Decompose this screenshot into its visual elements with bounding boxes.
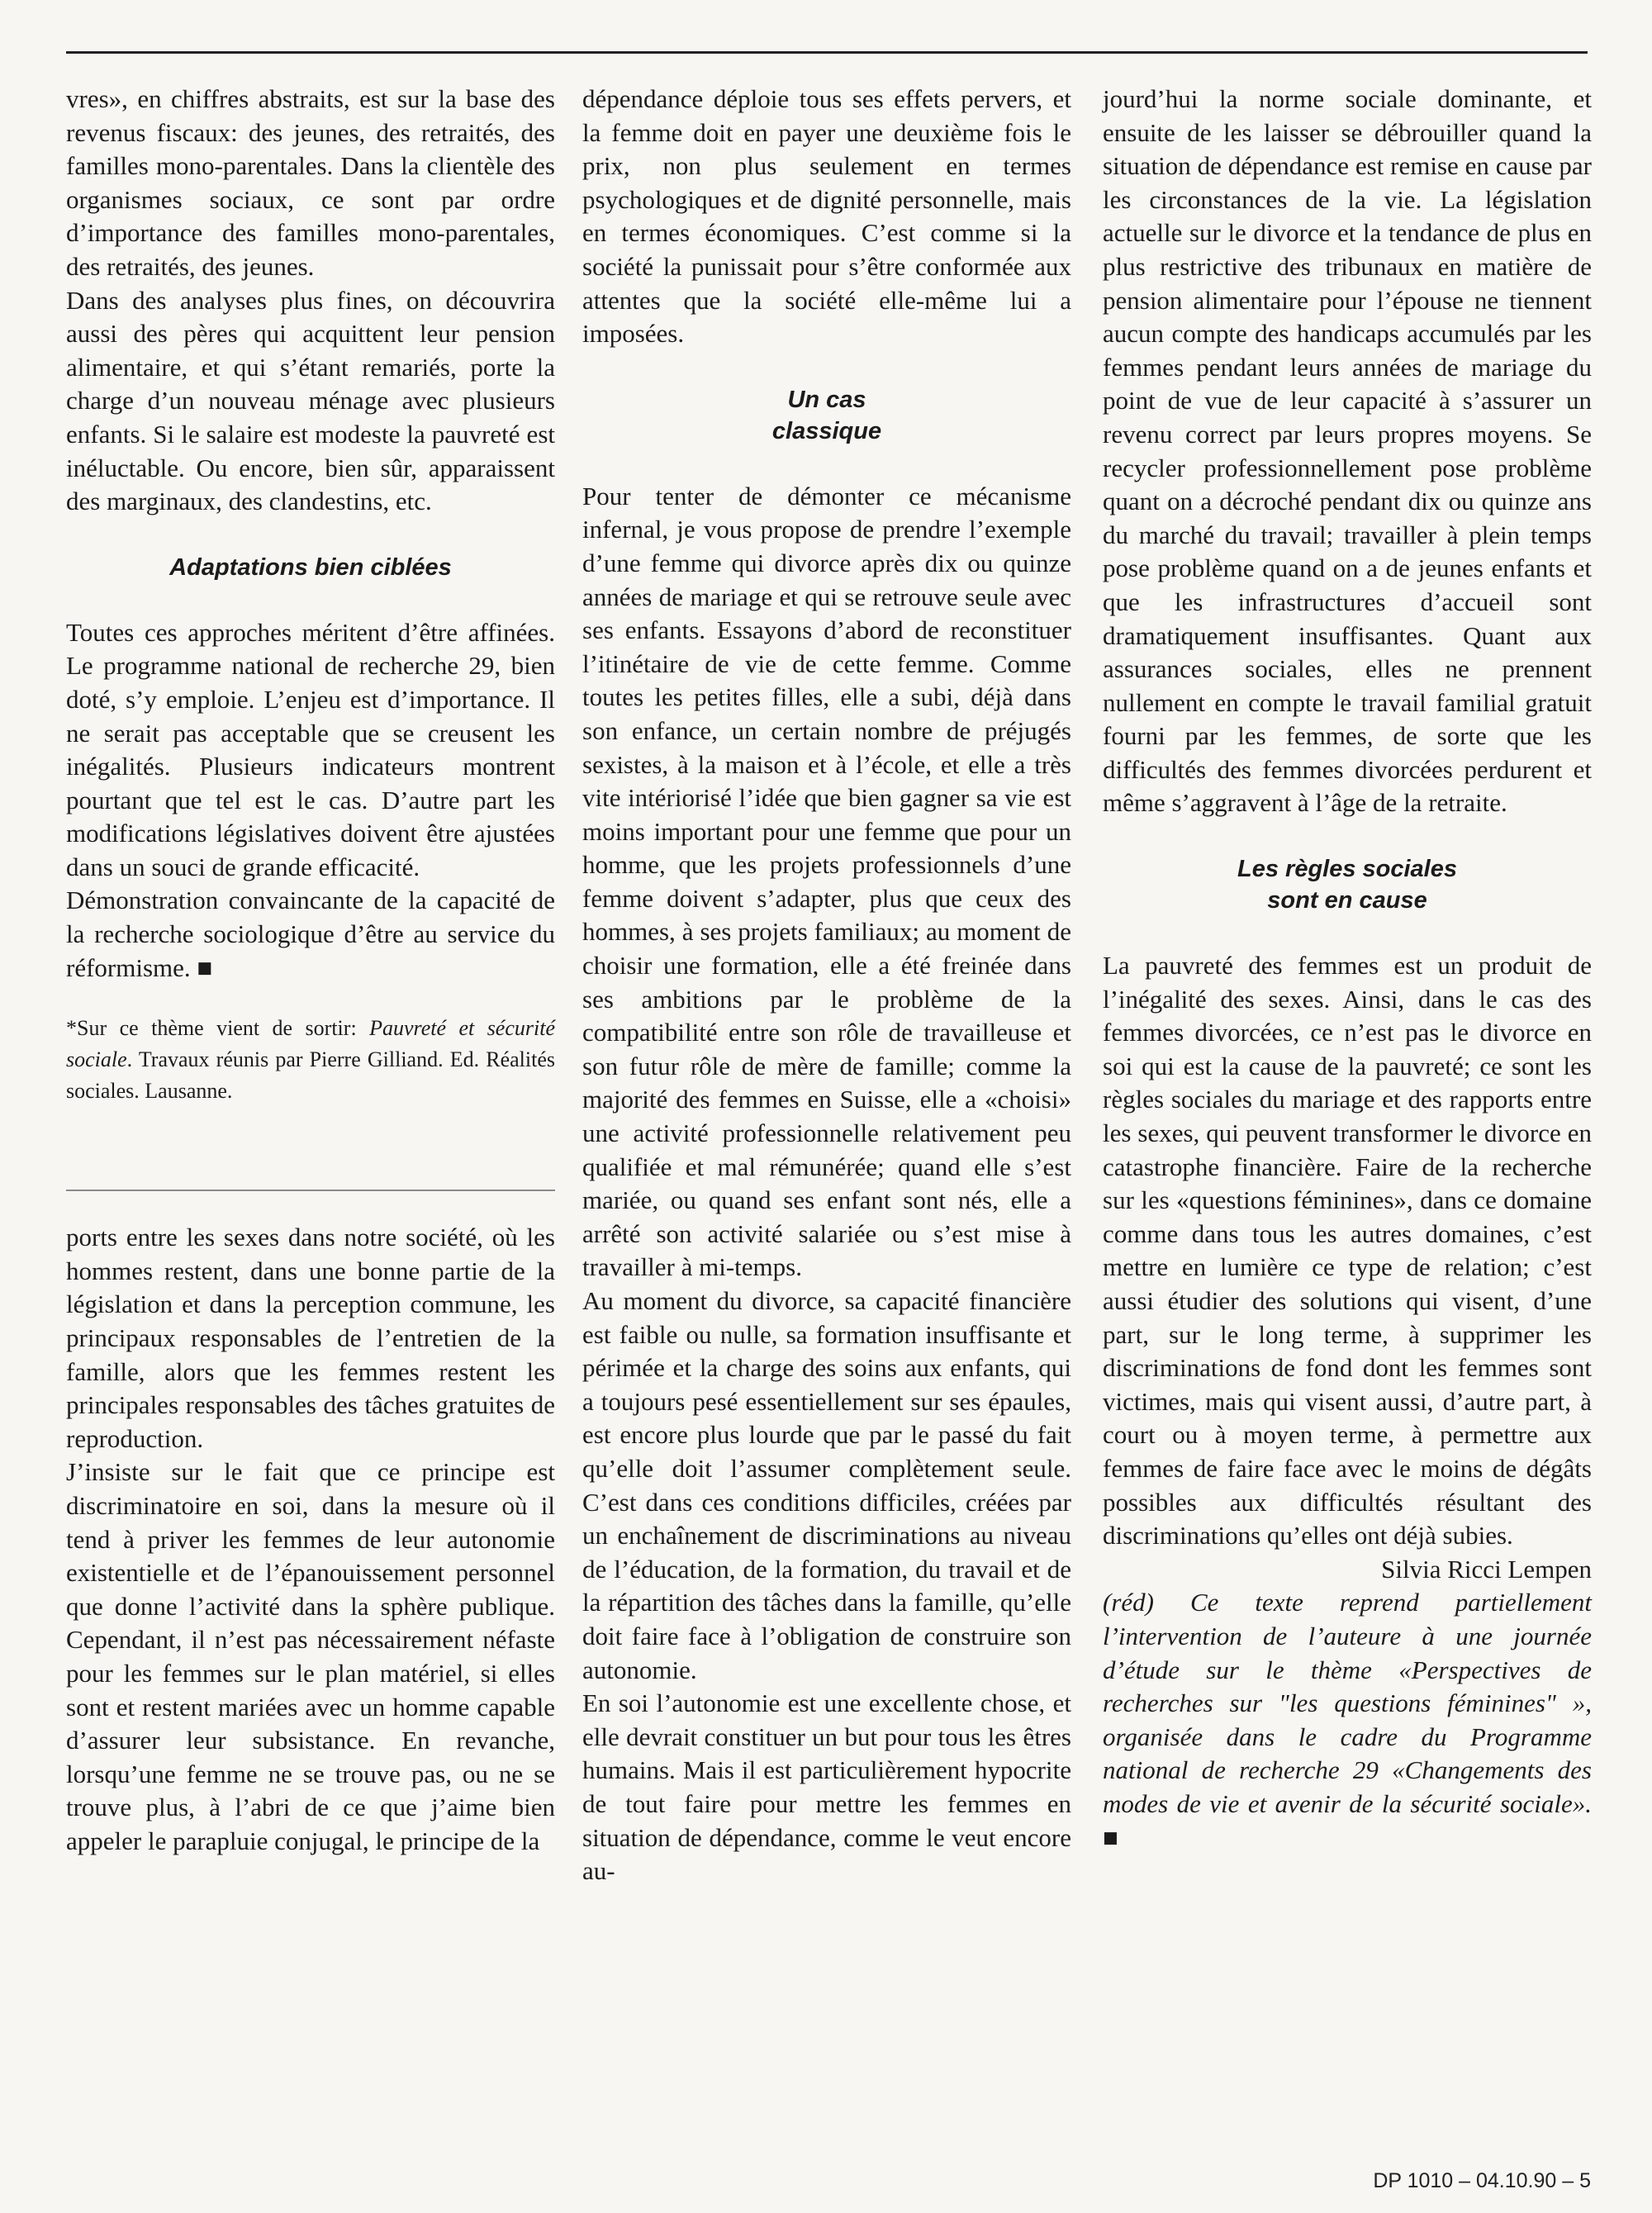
end-mark: ■ (1103, 1822, 1118, 1852)
col1-paragraph-2: Dans des analyses plus fines, on découvrira aussi des pères qui acquittent leur pension alimentaire, et qui s’étant remariés, porte la charge d’un nouveau ménage avec plusieurs enfants. Si le salaire est modeste la pauvreté est inéluctable. Ou encore, bien sûr, apparaissent des marginaux, des clandestins, etc. (66, 285, 555, 516)
col2-paragraph-2: Pour tenter de démonter ce mécanisme infernal, je vous propose de prendre l’exemple d’une femme qui divorce après dix ou quinze années de mariage et qui se retrouve seule avec ses enfants. Essayons d’abord de reconstituer l’itinétaire de vie de cette femme. Comme toutes les petites filles, elle a subi, déjà dans son enfance, un certain nombre de préjugés sexistes, à la maison et à l’école, et elle a très vite intériorisé l’idée que bien gagner sa vie est moins important pour une femme que pour un homme, que les projets professionnels d’une femme doivent s’adapter, plus que ceux des hommes, à ses projets familiaux; au moment de choisir une formation, elle a été freinée dans ses ambitions par le problème de la compatibilité entre son rôle de travailleuse et son futur rôle de mère de famille; comme la majorité des femmes en Suisse, elle a «choisi» une activité professionnelle relativement peu qualifiée et mal rémunérée; quand elle s’est mariée, ou quand ses enfant sont nés, elle a arrêté son activité salariée ou s’est mise à travailler à mi-temps. (582, 481, 1071, 1282)
heading-line-2: classique (771, 417, 882, 444)
editor-note (1103, 1586, 1592, 1854)
footnote-prefix: *Sur ce thème vient de sortir: (66, 1016, 370, 1041)
author-signature: Silvia Ricci Lempen (1381, 1554, 1592, 1584)
top-rule (66, 51, 1588, 54)
page-footer: DP 1010 – 04.10.90 – 5 (1373, 2169, 1591, 2192)
column-3 (1103, 83, 1592, 2114)
heading-adaptations: Adaptations bien ciblées (169, 553, 452, 581)
footnote-title: Pauvreté et sécurité sociale (66, 1016, 555, 1072)
column-1 (66, 83, 555, 2114)
col2-paragraph-3: Au moment du divorce, sa capacité financière est faible ou nulle, sa formation insuffisante et périmée et la charge des soins aux enfants, qui a toujours pesé essentiellement sur ses épaules, est encore plus lourde que par le passé du fait qu’elle doit l’assumer complètement seule. C’est dans ces conditions difficiles, créées par un enchaînement de discriminations au niveau de l’éducation, de la formation, du travail et de la répartition des tâches dans la famille, qu’elle doit faire face à l’obligation de construire son autonomie. (582, 1286, 1071, 1684)
col1-paragraph-4 (66, 884, 555, 985)
col1-paragraph-5: ports entre les sexes dans notre société, où les hommes restent, dans une bonne partie de la législation et dans la perception commune, les principaux responsables de l’entretien de la famille, alors que les femmes restent les principales responsables des tâches gratuites de reproduction. (66, 1223, 555, 1453)
footnote-suffix: . Travaux réunis par Pierre Gilliand. Ed. Réalités sociales. Lausanne. (66, 1047, 555, 1104)
footnote (66, 1013, 555, 1107)
col1-paragraph-6: J’insiste sur le fait que ce principe est discriminatoire en soi, dans la mesure où il tend à priver les femmes de leur autonomie existentielle et de l’épanouissement personnel que donne l’activité dans la sphère publique. Cependant, il n’est pas nécessairement néfaste pour les femmes sur le plan matériel, si elles sont et restent mariées avec un homme capable d’assurer leur subsistance. En revanche, lorsqu’une femme ne se trouve pas, ou ne se trouve plus, à l’abri de ce que j’aime bien appeler le parapluie conjugal, le principe de la (66, 1457, 555, 1855)
col1-paragraph-3: Toutes ces approches méritent d’être affinées. Le programme national de recherche 29, bien doté, s’y emploie. L’enjeu est d’importance. Il ne serait pas acceptable que se creusent les inégalités. Plusieurs indicateurs montrent pourtant que tel est le cas. D’autre part les modifications législatives doivent être ajustées dans un souci de grande efficacité. (66, 617, 555, 881)
end-mark: ■ (190, 952, 213, 982)
heading-un-cas-classique (582, 384, 1071, 447)
heading-regles-sociales (1103, 853, 1592, 916)
heading-line-1: Un cas (787, 386, 866, 413)
col3-paragraph-2: La pauvreté des femmes est un produit de l’inégalité des sexes. Ainsi, dans le cas des femmes divorcées, ce n’est pas le divorce en soi qui est la cause de la pauvreté; ce sont les règles sociales du mariage et des rapports entre les sexes, qui peuvent transformer le divorce en catastrophe financière. Faire de la recherche sur les «questions féminines», dans ce domaine comme dans tous les autres domaines, c’est mettre en lumière ce type de relation; c’est aussi étudier des solutions qui visent, d’une part, sur le long terme, à supprimer les discriminations de fond dont les femmes sont victimes, mais qui visent aussi, d’autre part, à court ou à moyen terme, à permettre aux femmes de faire face avec le moins de dégâts possibles aux difficultés résultant des discriminations qu’elles ont déjà subies. (1103, 951, 1592, 1551)
editor-note-text: (réd) Ce texte reprend partiellement l’intervention de l’auteure à une journée d’étude sur le thème «Perspectives de recherches sur "les questions féminines" », organisée dans le cadre du Programme national de recherche 29 «Changements des modes de vie et avenir de la sécurité sociale». (1103, 1588, 1592, 1818)
heading-line-2: sont en cause (1267, 887, 1427, 914)
col3-paragraph-1: jourd’hui la norme sociale dominante, et ensuite de les laisser se débrouiller quand la situation de dépendance est remise en cause par les circonstances de la vie. La législation actuelle sur le divorce et la tendance de plus en plus restrictive des tribunaux en matière de pension alimentaire pour l’épouse ne tiennent aucun compte des handicaps accumulés par les femmes pendant leurs années de mariage du point de vue de leur capacité à s’assurer un revenu correct par leurs propres moyens. Se recycler professionnellement pose problème quant on a décroché pendant dix ou quinze ans du marché du travail; travailler à plein temps pose problème quand on a de jeunes enfants et que les infrastructures d’accueil sont dramatiquement insuffisantes. Quant aux assurances sociales, elles ne prennent nullement en compte le travail familial gratuit fourni par les femmes, de sorte que les difficultés des femmes divorcées perdurent et même s’aggravent à l’âge de la retraite. (1103, 84, 1592, 818)
heading-line-1: Les règles sociales (1237, 856, 1457, 883)
col2-paragraph-1: dépendance déploie tous ses effets pervers, et la femme doit en payer une deuxième fois le prix, non plus seulement en termes psychologiques et de dignité personnelle, mais en termes économiques. C’est comme si la société la punissait pour s’être conformée aux attentes que la société elle-même lui a imposées. (582, 84, 1071, 349)
column-2 (582, 83, 1071, 2114)
col1-paragraph-4-text: Démonstration convaincante de la capacité de la recherche sociologique d’être au service du réformisme. (66, 886, 555, 982)
col1-paragraph-1: vres», en chiffres abstraits, est sur la base des revenus fiscaux: des jeunes, des retraités, des familles mono-parentales. Dans la clientèle des organismes sociaux, ce sont par ordre d’importance des familles mono-parentales, des retraités, des jeunes. (66, 84, 555, 281)
col2-paragraph-4: En soi l’autonomie est une excellente chose, et elle devrait constituer un but pour tous les êtres humains. Mais il est particulièrement hypocrite de tout faire pour mettre les femmes en situation de dépendance, comme le veut encore au- (582, 1688, 1071, 1886)
separator-rule (66, 1190, 555, 1191)
